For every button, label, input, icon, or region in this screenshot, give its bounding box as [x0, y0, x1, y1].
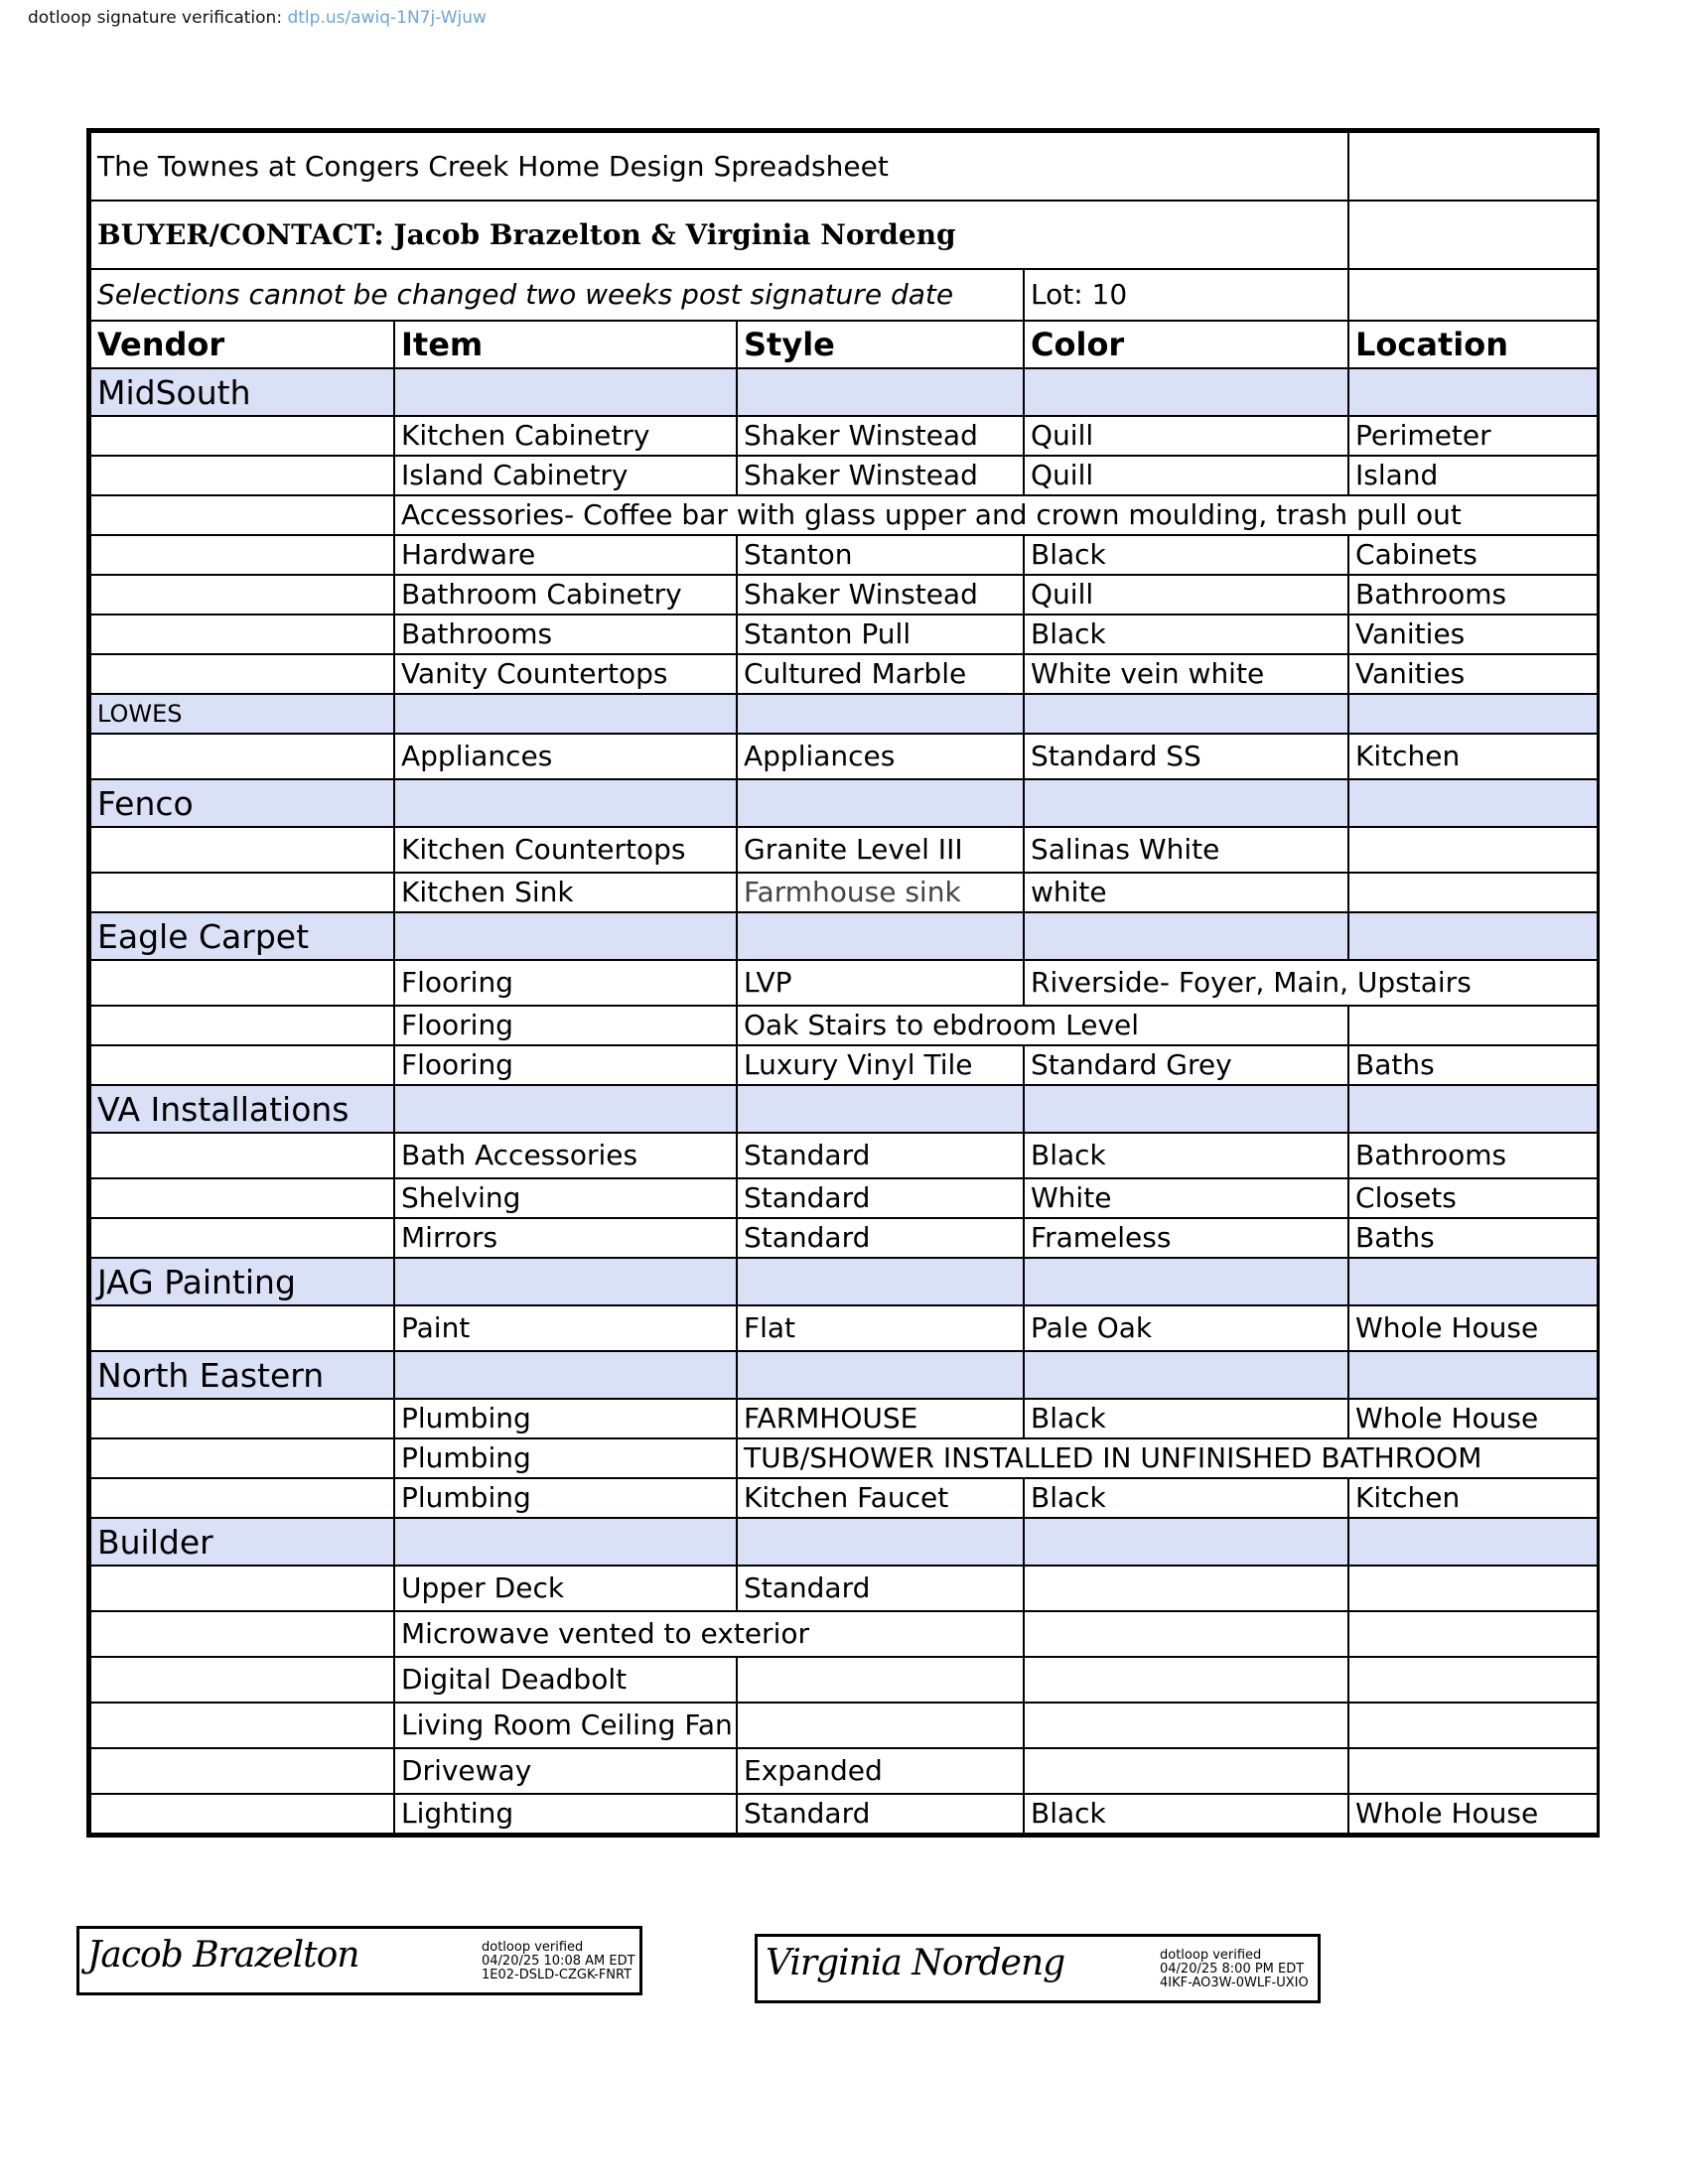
cell-location: Vanities [1348, 654, 1598, 694]
column-header-style: Style [737, 321, 1024, 368]
column-header-row [90, 321, 1598, 368]
stamp-verified: dotloop verified [482, 1940, 584, 1955]
stamp-verified: dotloop verified [1160, 1948, 1262, 1963]
cell-color [1024, 1703, 1348, 1748]
table-row [90, 535, 1598, 575]
lot-number: Lot: 10 [1024, 269, 1348, 321]
table-row [90, 873, 1598, 912]
cell-item: Kitchen Sink [394, 873, 737, 912]
vendor-row-builder [90, 1518, 1598, 1566]
cell-location: Bathrooms [1348, 575, 1598, 614]
buyer-contact: BUYER/CONTACT: Jacob Brazelton & Virginia Nordeng [90, 201, 1348, 269]
cell-location: Whole House [1348, 1305, 1598, 1351]
cell-color: Black [1024, 535, 1348, 575]
cell-item: Bath Accessories [394, 1133, 737, 1178]
vendor-name: LOWES [90, 694, 394, 734]
column-header-vendor: Vendor [90, 321, 394, 368]
table-row [90, 1006, 1598, 1045]
cell-color: Riverside- Foyer, Main, Upstairs [1024, 960, 1598, 1006]
cell-item: Kitchen Countertops [394, 827, 737, 873]
vendor-row-fenco [90, 779, 1598, 827]
table-row [90, 1045, 1598, 1085]
cell-style [737, 1703, 1024, 1748]
table-row [90, 1611, 1598, 1657]
cell-item: Bathrooms [394, 614, 737, 654]
cell-item: Vanity Countertops [394, 654, 737, 694]
cell-item: Flooring [394, 1006, 737, 1045]
table-row [90, 495, 1598, 535]
cell-location: Baths [1348, 1218, 1598, 1258]
cell-item: Kitchen Cabinetry [394, 416, 737, 456]
cell-style: Standard [737, 1794, 1024, 1834]
table-row [90, 1438, 1598, 1478]
vendor-name: JAG Painting [90, 1258, 394, 1305]
signature-box-jacob [76, 1926, 642, 1995]
cell-color [1024, 1748, 1348, 1794]
cell-location [1348, 873, 1598, 912]
cell-color [1024, 1657, 1348, 1703]
cell-style: Farmhouse sink [737, 873, 1024, 912]
cell-item: Island Cabinetry [394, 456, 737, 495]
table-row [90, 1478, 1598, 1518]
cell-item: Plumbing [394, 1478, 737, 1518]
table-row [90, 1566, 1598, 1611]
table-row [90, 1178, 1598, 1218]
cell-color: Black [1024, 1478, 1348, 1518]
dotloop-stamp [482, 1941, 635, 1982]
cell-item: Paint [394, 1305, 737, 1351]
cell-style: FARMHOUSE [737, 1399, 1024, 1438]
cell-style: TUB/SHOWER INSTALLED IN UNFINISHED BATHROOM [737, 1438, 1598, 1478]
column-header-location: Location [1348, 321, 1598, 368]
sheet-title: The Townes at Congers Creek Home Design Spreadsheet [90, 132, 1348, 201]
cell-color [1024, 1566, 1348, 1611]
cell-item: Lighting [394, 1794, 737, 1834]
cell-location: Closets [1348, 1178, 1598, 1218]
cell-style: Shaker Winstead [737, 456, 1024, 495]
selection-note: Selections cannot be changed two weeks post signature date [90, 269, 1024, 321]
cell-item: Bathroom Cabinetry [394, 575, 737, 614]
cell-item: Flooring [394, 1045, 737, 1085]
cell-location [1348, 1566, 1598, 1611]
cell-color: Black [1024, 1399, 1348, 1438]
vendor-name: North Eastern [90, 1351, 394, 1399]
table-row [90, 416, 1598, 456]
cell-location: Vanities [1348, 614, 1598, 654]
vendor-row-midsouth [90, 368, 1598, 416]
cell-style: Luxury Vinyl Tile [737, 1045, 1024, 1085]
table-row [90, 1399, 1598, 1438]
cell-item: Digital Deadbolt [394, 1657, 737, 1703]
verification-link[interactable]: dtlp.us/awiq-1N7j-Wjuw [287, 8, 487, 28]
vendor-name: VA Installations [90, 1085, 394, 1133]
cell-style: Appliances [737, 734, 1024, 779]
cell-color: Salinas White [1024, 827, 1348, 873]
empty-cell [1348, 201, 1598, 269]
cell-item: Living Room Ceiling Fan [394, 1703, 737, 1748]
cell-color: Pale Oak [1024, 1305, 1348, 1351]
cell-color: Black [1024, 614, 1348, 654]
stamp-date: 04/20/25 8:00 PM EDT [1160, 1962, 1305, 1977]
cell-location: Bathrooms [1348, 1133, 1598, 1178]
cell-item: Hardware [394, 535, 737, 575]
cell-item: Driveway [394, 1748, 737, 1794]
table-row [90, 960, 1598, 1006]
signature-box-virginia [755, 1934, 1321, 2003]
cell-item: Accessories- Coffee bar with glass upper and crown moulding, trash pull out [394, 495, 1598, 535]
table-row [90, 654, 1598, 694]
cell-color [1024, 1611, 1348, 1657]
signature-jacob: Jacob Brazelton [87, 1935, 359, 1976]
cell-item: Plumbing [394, 1438, 737, 1478]
cell-location [1348, 1006, 1598, 1045]
cell-item: Plumbing [394, 1399, 737, 1438]
cell-style: LVP [737, 960, 1024, 1006]
cell-location [1348, 1657, 1598, 1703]
cell-color: White [1024, 1178, 1348, 1218]
vendor-row-lowes [90, 694, 1598, 734]
vendor-row-north-eastern [90, 1351, 1598, 1399]
signature-verification [28, 8, 487, 28]
table-row [90, 575, 1598, 614]
cell-location: Baths [1348, 1045, 1598, 1085]
cell-item: Appliances [394, 734, 737, 779]
cell-location [1348, 1703, 1598, 1748]
cell-item: Mirrors [394, 1218, 737, 1258]
vendor-name: MidSouth [90, 368, 394, 416]
table-row [90, 456, 1598, 495]
cell-location: Island [1348, 456, 1598, 495]
cell-location: Whole House [1348, 1794, 1598, 1834]
column-header-color: Color [1024, 321, 1348, 368]
table-row [90, 1657, 1598, 1703]
home-design-spreadsheet [86, 128, 1600, 1838]
table-row [90, 1794, 1598, 1834]
cell-color: Standard SS [1024, 734, 1348, 779]
cell-location: Whole House [1348, 1399, 1598, 1438]
table-row [90, 1218, 1598, 1258]
cell-style: Shaker Winstead [737, 416, 1024, 456]
cell-style: Standard [737, 1566, 1024, 1611]
vendor-name: Builder [90, 1518, 394, 1566]
cell-location [1348, 1611, 1598, 1657]
table-row [90, 614, 1598, 654]
cell-color: Black [1024, 1794, 1348, 1834]
empty-cell [1348, 132, 1598, 201]
stamp-code: 1E02-DSLD-CZGK-FNRT [482, 1968, 633, 1982]
cell-item: Shelving [394, 1178, 737, 1218]
table-row [90, 827, 1598, 873]
table-row [90, 1748, 1598, 1794]
cell-color: Quill [1024, 416, 1348, 456]
signature-virginia: Virginia Nordeng [766, 1943, 1065, 1983]
column-header-item: Item [394, 321, 737, 368]
cell-style: Oak Stairs to ebdroom Level [737, 1006, 1348, 1045]
cell-style: Flat [737, 1305, 1024, 1351]
cell-location: Kitchen [1348, 1478, 1598, 1518]
cell-color: Frameless [1024, 1218, 1348, 1258]
cell-item: Upper Deck [394, 1566, 737, 1611]
verification-prefix: dotloop signature verification: [28, 8, 288, 28]
cell-item: Flooring [394, 960, 737, 1006]
cell-location: Perimeter [1348, 416, 1598, 456]
cell-location: Kitchen [1348, 734, 1598, 779]
vendor-name: Eagle Carpet [90, 912, 394, 960]
vendor-row-eagle-carpet [90, 912, 1598, 960]
cell-style: Cultured Marble [737, 654, 1024, 694]
cell-color: Quill [1024, 456, 1348, 495]
cell-location: Cabinets [1348, 535, 1598, 575]
cell-color: Standard Grey [1024, 1045, 1348, 1085]
cell-color: white [1024, 873, 1348, 912]
cell-style [737, 1657, 1024, 1703]
cell-location [1348, 1748, 1598, 1794]
cell-style: Stanton [737, 535, 1024, 575]
cell-location [1348, 827, 1598, 873]
cell-style: Expanded [737, 1748, 1024, 1794]
cell-color: White vein white [1024, 654, 1348, 694]
cell-style: Standard [737, 1133, 1024, 1178]
empty-cell [1348, 269, 1598, 321]
vendor-row-va-installations [90, 1085, 1598, 1133]
cell-style: Kitchen Faucet [737, 1478, 1024, 1518]
cell-style: Granite Level III [737, 827, 1024, 873]
vendor-row-jag-painting [90, 1258, 1598, 1305]
cell-style: Standard [737, 1218, 1024, 1258]
dotloop-stamp [1160, 1949, 1309, 1990]
table-row [90, 734, 1598, 779]
cell-color: Black [1024, 1133, 1348, 1178]
cell-color: Quill [1024, 575, 1348, 614]
stamp-date: 04/20/25 10:08 AM EDT [482, 1954, 635, 1969]
cell-item: Microwave vented to exterior [394, 1611, 1024, 1657]
table-row [90, 1133, 1598, 1178]
cell-style: Standard [737, 1178, 1024, 1218]
table-row [90, 1703, 1598, 1748]
vendor-name: Fenco [90, 779, 394, 827]
stamp-code: 4IKF-AO3W-0WLF-UXIO [1160, 1976, 1309, 1990]
cell-style: Stanton Pull [737, 614, 1024, 654]
table-row [90, 1305, 1598, 1351]
cell-style: Shaker Winstead [737, 575, 1024, 614]
